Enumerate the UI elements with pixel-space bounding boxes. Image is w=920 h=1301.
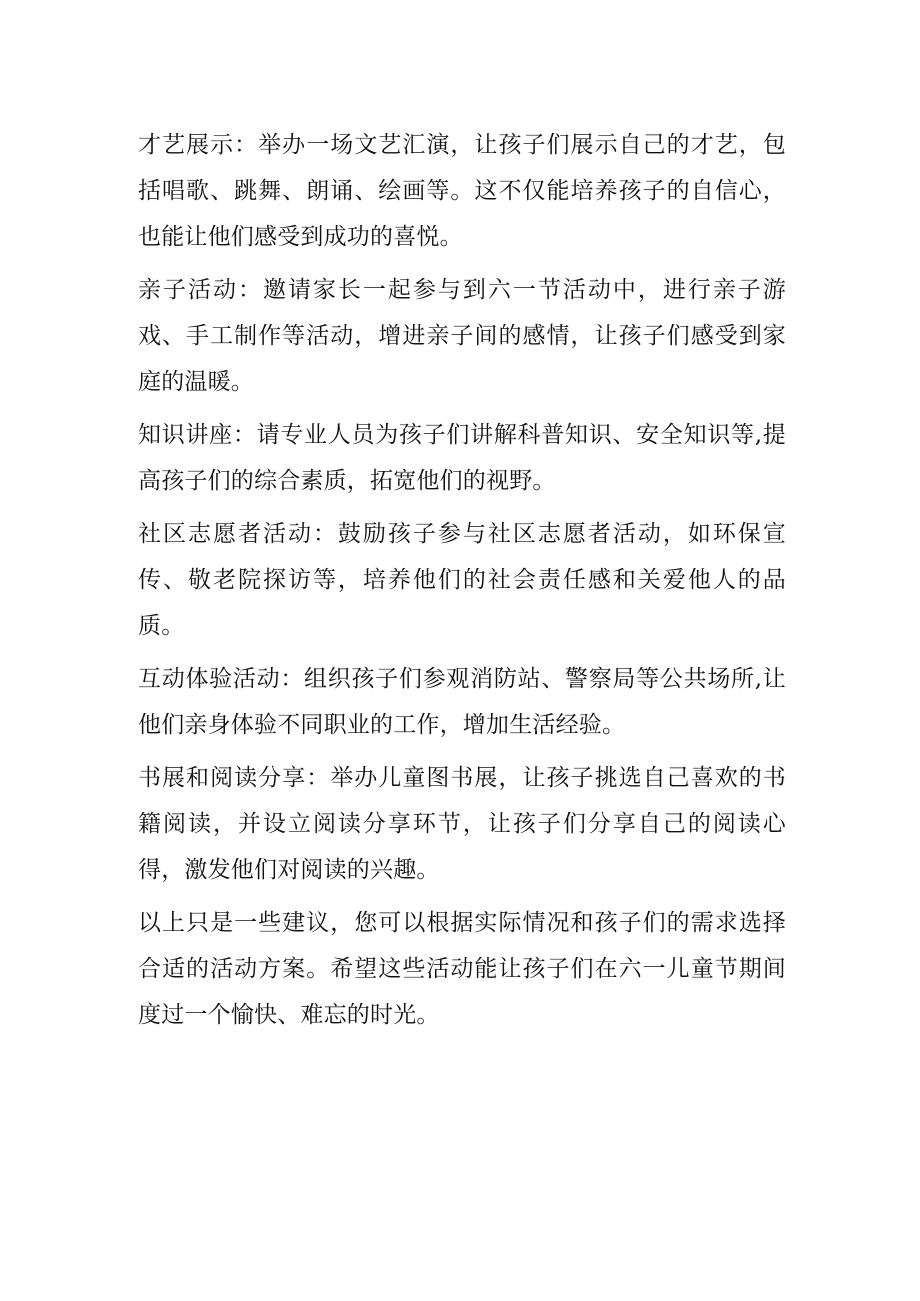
paragraph-talent-show: 才艺展示：举办一场文艺汇演，让孩子们展示自己的才艺，包括唱歌、跳舞、朗诵、绘画等。这不仅能培养孩子的自信心，也能让他们感受到成功的喜悦。 [138, 132, 786, 250]
paragraph-book-fair-reading: 书展和阅读分享：举办儿童图书展，让孩子挑选自己喜欢的书籍阅读，并设立阅读分享环节，让孩子们分享自己的阅读心得，激发他们对阅读的兴趣。 [138, 765, 786, 883]
paragraph-community-volunteer: 社区志愿者活动：鼓励孩子参与社区志愿者活动，如环保宣传、敬老院探访等，培养他们的社会责任感和关爱他人的品质。 [138, 521, 786, 639]
paragraph-interactive-experience: 互动体验活动：组织孩子们参观消防站、警察局等公共场所,让他们亲身体验不同职业的工作，增加生活经验。 [138, 666, 786, 738]
paragraph-knowledge-lecture: 知识讲座：请专业人员为孩子们讲解科普知识、安全知识等,提高孩子们的综合素质，拓宽他们的视野。 [138, 422, 786, 494]
paragraph-conclusion: 以上只是一些建议，您可以根据实际情况和孩子们的需求选择合适的活动方案。希望这些活动能让孩子们在六一儿童节期间度过一个愉快、难忘的时光。 [138, 910, 786, 1028]
document-body [138, 122, 786, 1045]
paragraph-parent-child-activity: 亲子活动：邀请家长一起参与到六一节活动中，进行亲子游戏、手工制作等活动，增进亲子间的感情，让孩子们感受到家庭的温暖。 [138, 277, 786, 395]
